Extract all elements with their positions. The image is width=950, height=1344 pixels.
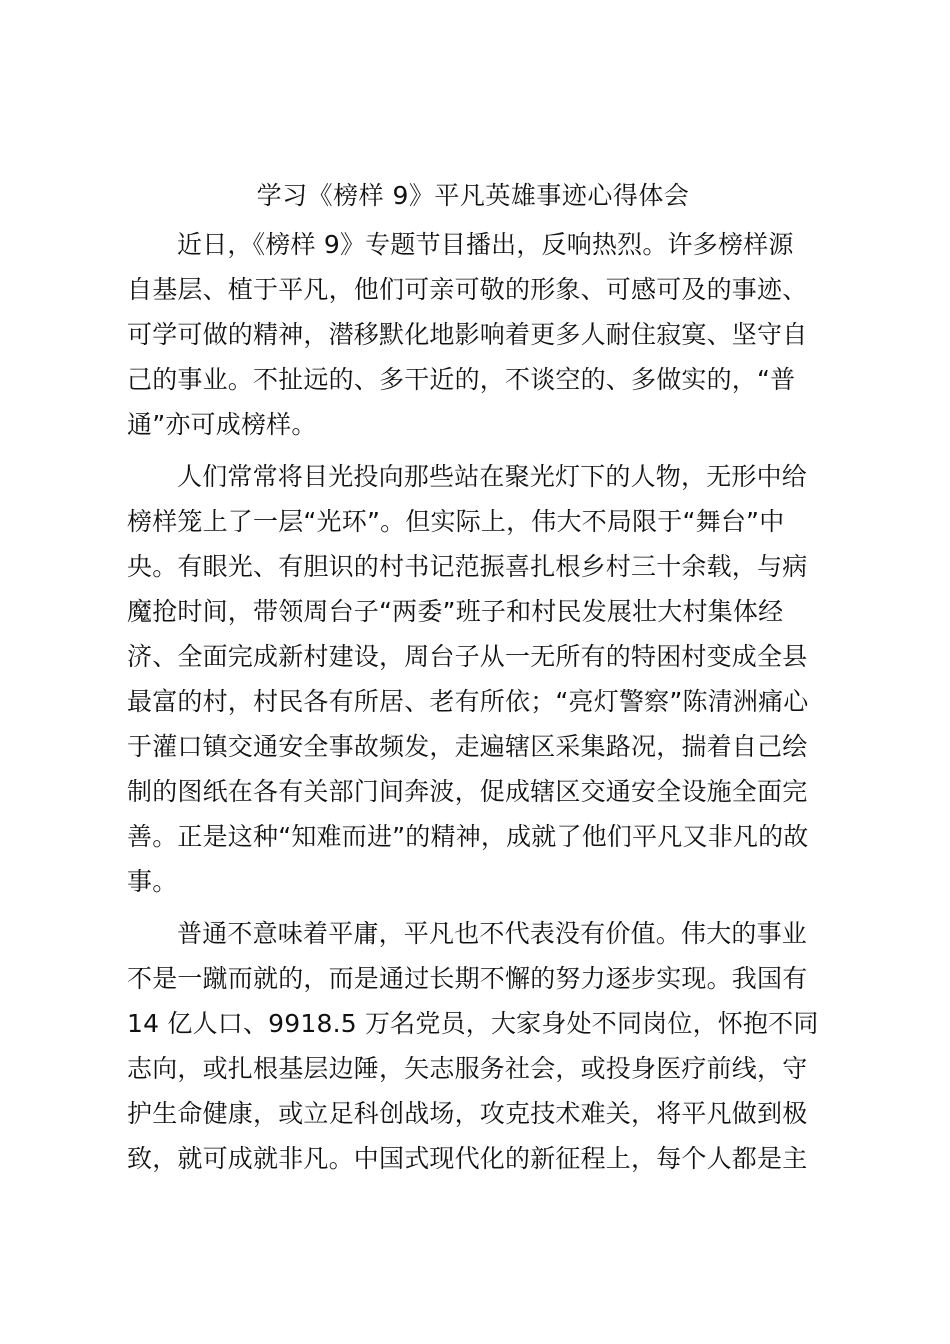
paragraph-line: 不是一蹴而就的，而是通过长期不懈的努力逐步实现。我国有 bbox=[127, 964, 808, 993]
paragraph-line: 济、全面完成新村建设，周台子从一无所有的特困村变成全县 bbox=[127, 642, 808, 671]
paragraph-line: 榜样笼上了一层“光环”。但实际上，伟大不局限于“舞台”中 bbox=[127, 507, 785, 536]
paragraph-line: 可学可做的精神，潜移默化地影响着更多人耐住寂寞、坚守自 bbox=[127, 320, 808, 349]
paragraph-line: 事。 bbox=[127, 867, 178, 896]
paragraph-line: 通”亦可成榜样。 bbox=[127, 410, 317, 439]
paragraph-line: 志向，或扎根基层边陲，矢志服务社会，或投身医疗前线，守 bbox=[127, 1054, 808, 1083]
paragraph-line: 己的事业。不扯远的、多干近的，不谈空的、多做实的，“普 bbox=[127, 365, 796, 394]
paragraph-line: 善。正是这种“知难而进”的精神，成就了他们平凡又非凡的故 bbox=[127, 822, 809, 851]
paragraph-line: 普通不意味着平庸，平凡也不代表没有价值。伟大的事业 bbox=[177, 919, 808, 948]
paragraph-line: 致，就可成就非凡。中国式现代化的新征程上，每个人都是主 bbox=[127, 1144, 808, 1173]
paragraph-line: 央。有眼光、有胆识的村书记范振喜扎根乡村三十余载，与病 bbox=[127, 552, 808, 581]
paragraph-line: 最富的村，村民各有所居、老有所依；“亮灯警察”陈清洲痛心 bbox=[127, 687, 809, 716]
document-page bbox=[127, 170, 819, 1181]
paragraph-line: 人们常常将目光投向那些站在聚光灯下的人物，无形中给 bbox=[177, 462, 808, 491]
document-body bbox=[127, 222, 819, 1181]
paragraph-line: 制的图纸在各有关部门间奔波，促成辖区交通安全设施全面完 bbox=[127, 777, 808, 806]
paragraph-1 bbox=[127, 222, 819, 447]
paragraph-2 bbox=[127, 454, 819, 904]
paragraph-line: 近日，《榜样 9》专题节目播出，反响热烈。许多榜样源 bbox=[177, 230, 794, 259]
paragraph-line: 于灌口镇交通安全事故频发，走遍辖区采集路况，揣着自己绘 bbox=[127, 732, 808, 761]
paragraph-line: 14 亿人口、9918.5 万名党员，大家身处不同岗位，怀抱不同 bbox=[127, 1009, 819, 1038]
paragraph-line: 护生命健康，或立足科创战场，攻克技术难关，将平凡做到极 bbox=[127, 1099, 808, 1128]
document-title: 学习《榜样 9》平凡英雄事迹心得体会 bbox=[256, 181, 690, 210]
paragraph-3 bbox=[127, 911, 819, 1181]
paragraph-line: 自基层、植于平凡，他们可亲可敬的形象、可感可及的事迹、 bbox=[127, 275, 808, 304]
paragraph-line: 魔抢时间，带领周台子“两委”班子和村民发展壮大村集体经 bbox=[127, 597, 784, 626]
